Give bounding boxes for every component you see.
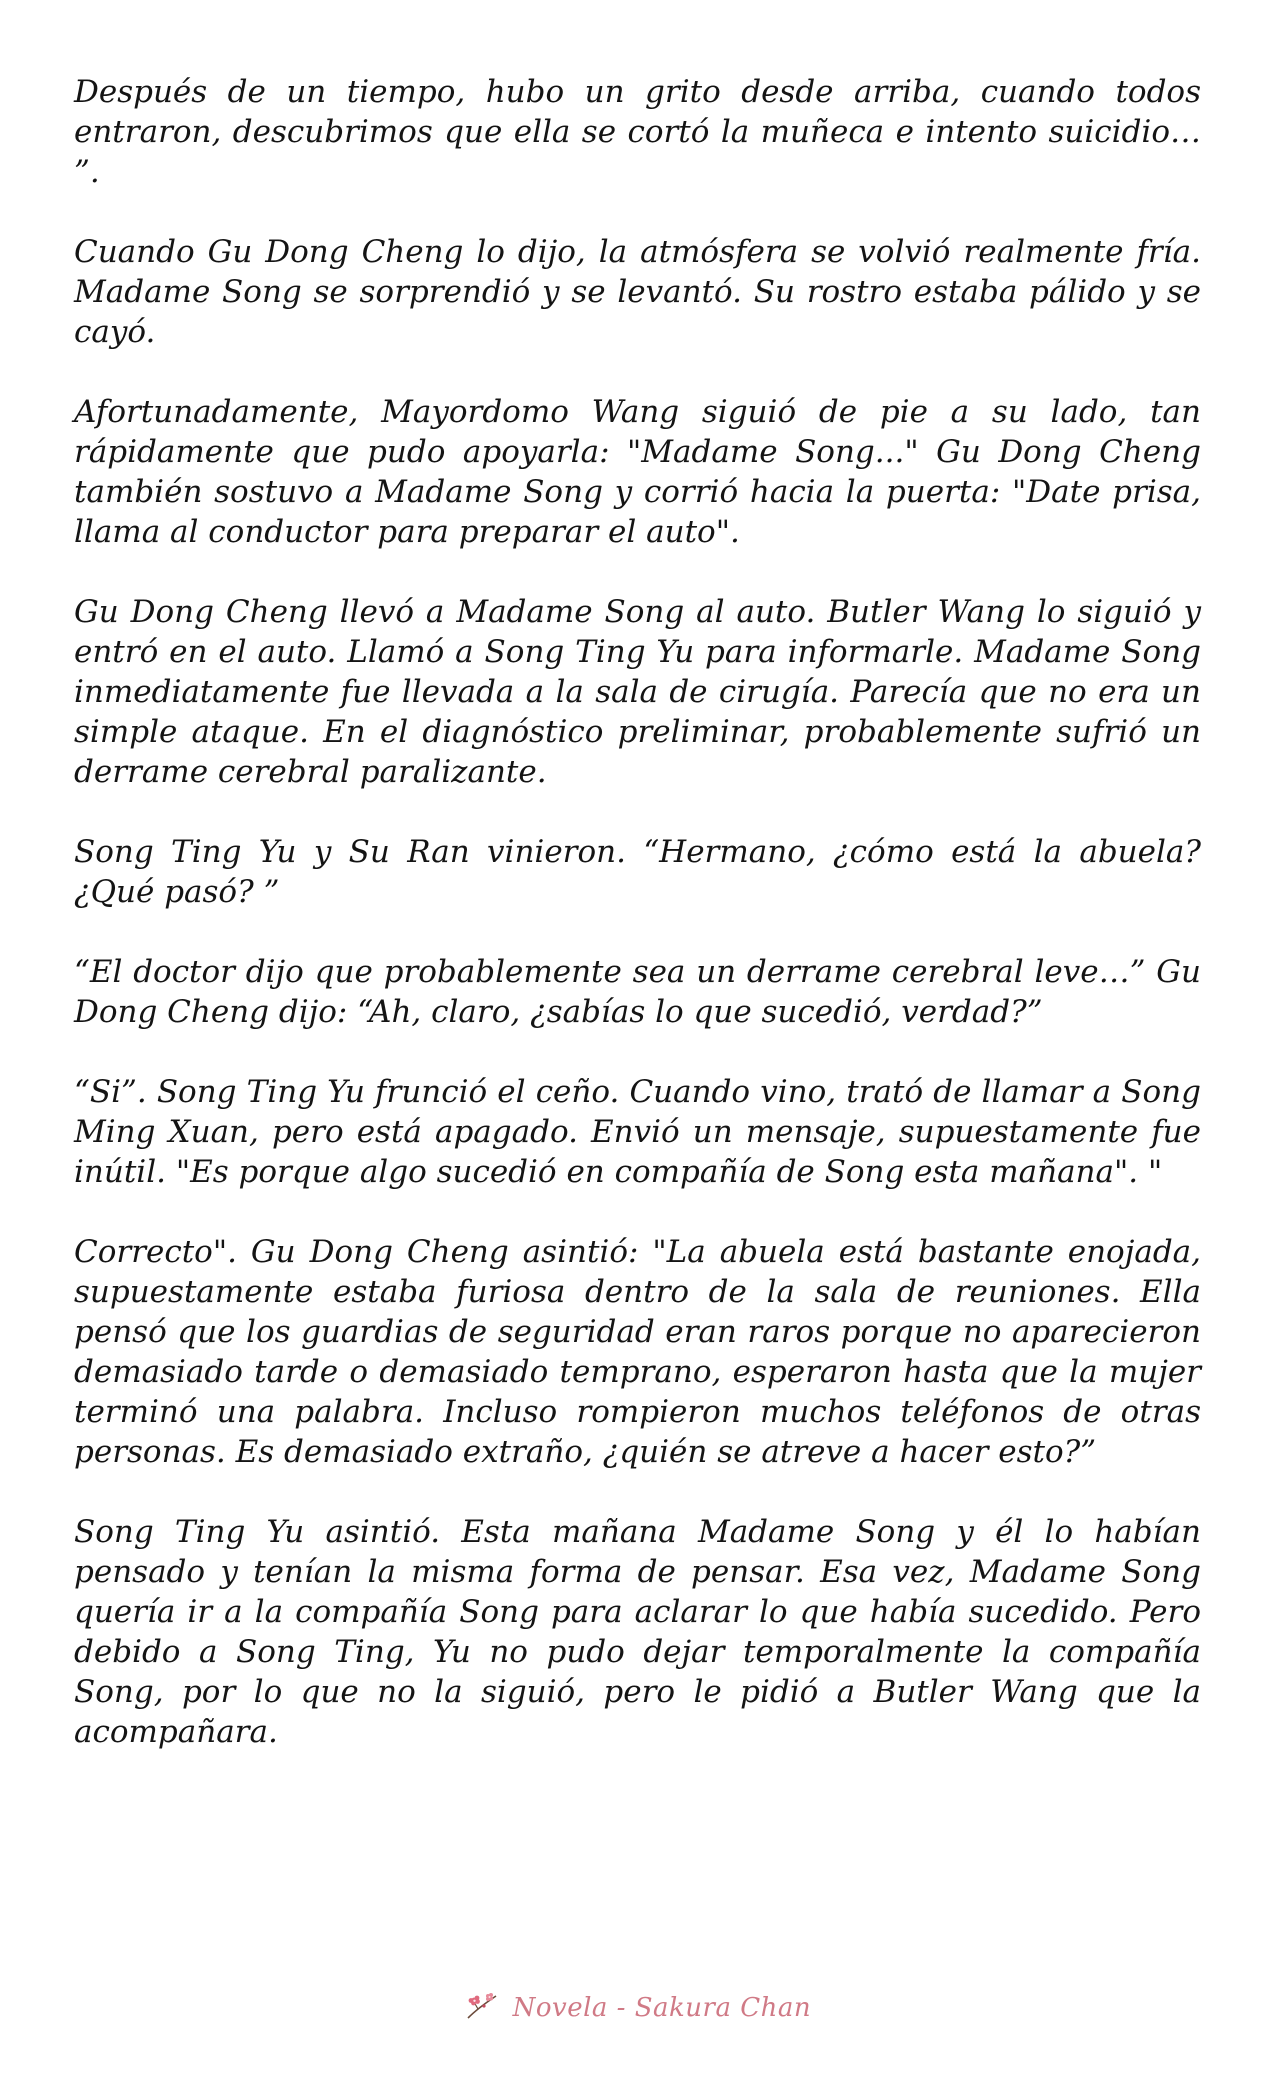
paragraph-5: Song Ting Yu y Su Ran vinieron. “Hermano, ¿cómo está la abuela? ¿Qué pasó? ”: [74, 834, 1201, 910]
sakura-flower-icon: [464, 1990, 500, 2022]
paragraph-3: Afortunadamente, Mayordomo Wang siguió de pie a su lado, tan rápidamente que pudo apoyarla: "Madame Song..." Gu Dong Cheng también sostuvo a Madame Song y corrió hacia la puerta: "Date prisa, llama al conductor para preparar el auto".: [74, 394, 1201, 550]
paragraph-1: Después de un tiempo, hubo un grito desde arriba, cuando todos entraron, descubrimos que ella se cortó la muñeca e intento suicidio… ”.: [74, 74, 1201, 190]
paragraph-2: Cuando Gu Dong Cheng lo dijo, la atmósfera se volvió realmente fría. Madame Song se sorprendió y se levantó. Su rostro estaba pálido y se cayó.: [74, 234, 1201, 350]
page-footer: [0, 1990, 1275, 2023]
footer-text: Novela - Sakura Chan: [512, 1993, 812, 2023]
paragraph-8: Correcto". Gu Dong Cheng asintió: "La abuela está bastante enojada, supuestamente estaba furiosa dentro de la sala de reuniones. Ella pensó que los guardias de seguridad eran raros porque no aparecieron demasiado tarde o demasiado temprano, esperaron hasta que la mujer terminó una palabra. Incluso rompieron muchos teléfonos de otras personas. Es demasiado extraño, ¿quién se atreve a hacer esto?”: [74, 1234, 1201, 1470]
document-body: [74, 72, 1201, 1792]
paragraph-9: Song Ting Yu asintió. Esta mañana Madame Song y él lo habían pensado y tenían la misma forma de pensar. Esa vez, Madame Song quería ir a la compañía Song para aclarar lo que había sucedido. Pero debido a Song Ting, Yu no pudo dejar temporalmente la compañía Song, por lo que no la siguió, pero le pidió a Butler Wang que la acompañara.: [74, 1514, 1201, 1750]
paragraph-4: Gu Dong Cheng llevó a Madame Song al auto. Butler Wang lo siguió y entró en el auto. Llamó a Song Ting Yu para informarle. Madame Song inmediatamente fue llevada a la sala de cirugía. Parecía que no era un simple ataque. En el diagnóstico preliminar, probablemente sufrió un derrame cerebral paralizante.: [74, 594, 1201, 790]
paragraph-6: “El doctor dijo que probablemente sea un derrame cerebral leve…” Gu Dong Cheng dijo: “Ah, claro, ¿sabías lo que sucedió, verdad?”: [74, 954, 1201, 1030]
paragraph-7: “Si”. Song Ting Yu frunció el ceño. Cuando vino, trató de llamar a Song Ming Xuan, pero está apagado. Envió un mensaje, supuestamente fue inútil. "Es porque algo sucedió en compañía de Song esta mañana". ": [74, 1074, 1201, 1190]
